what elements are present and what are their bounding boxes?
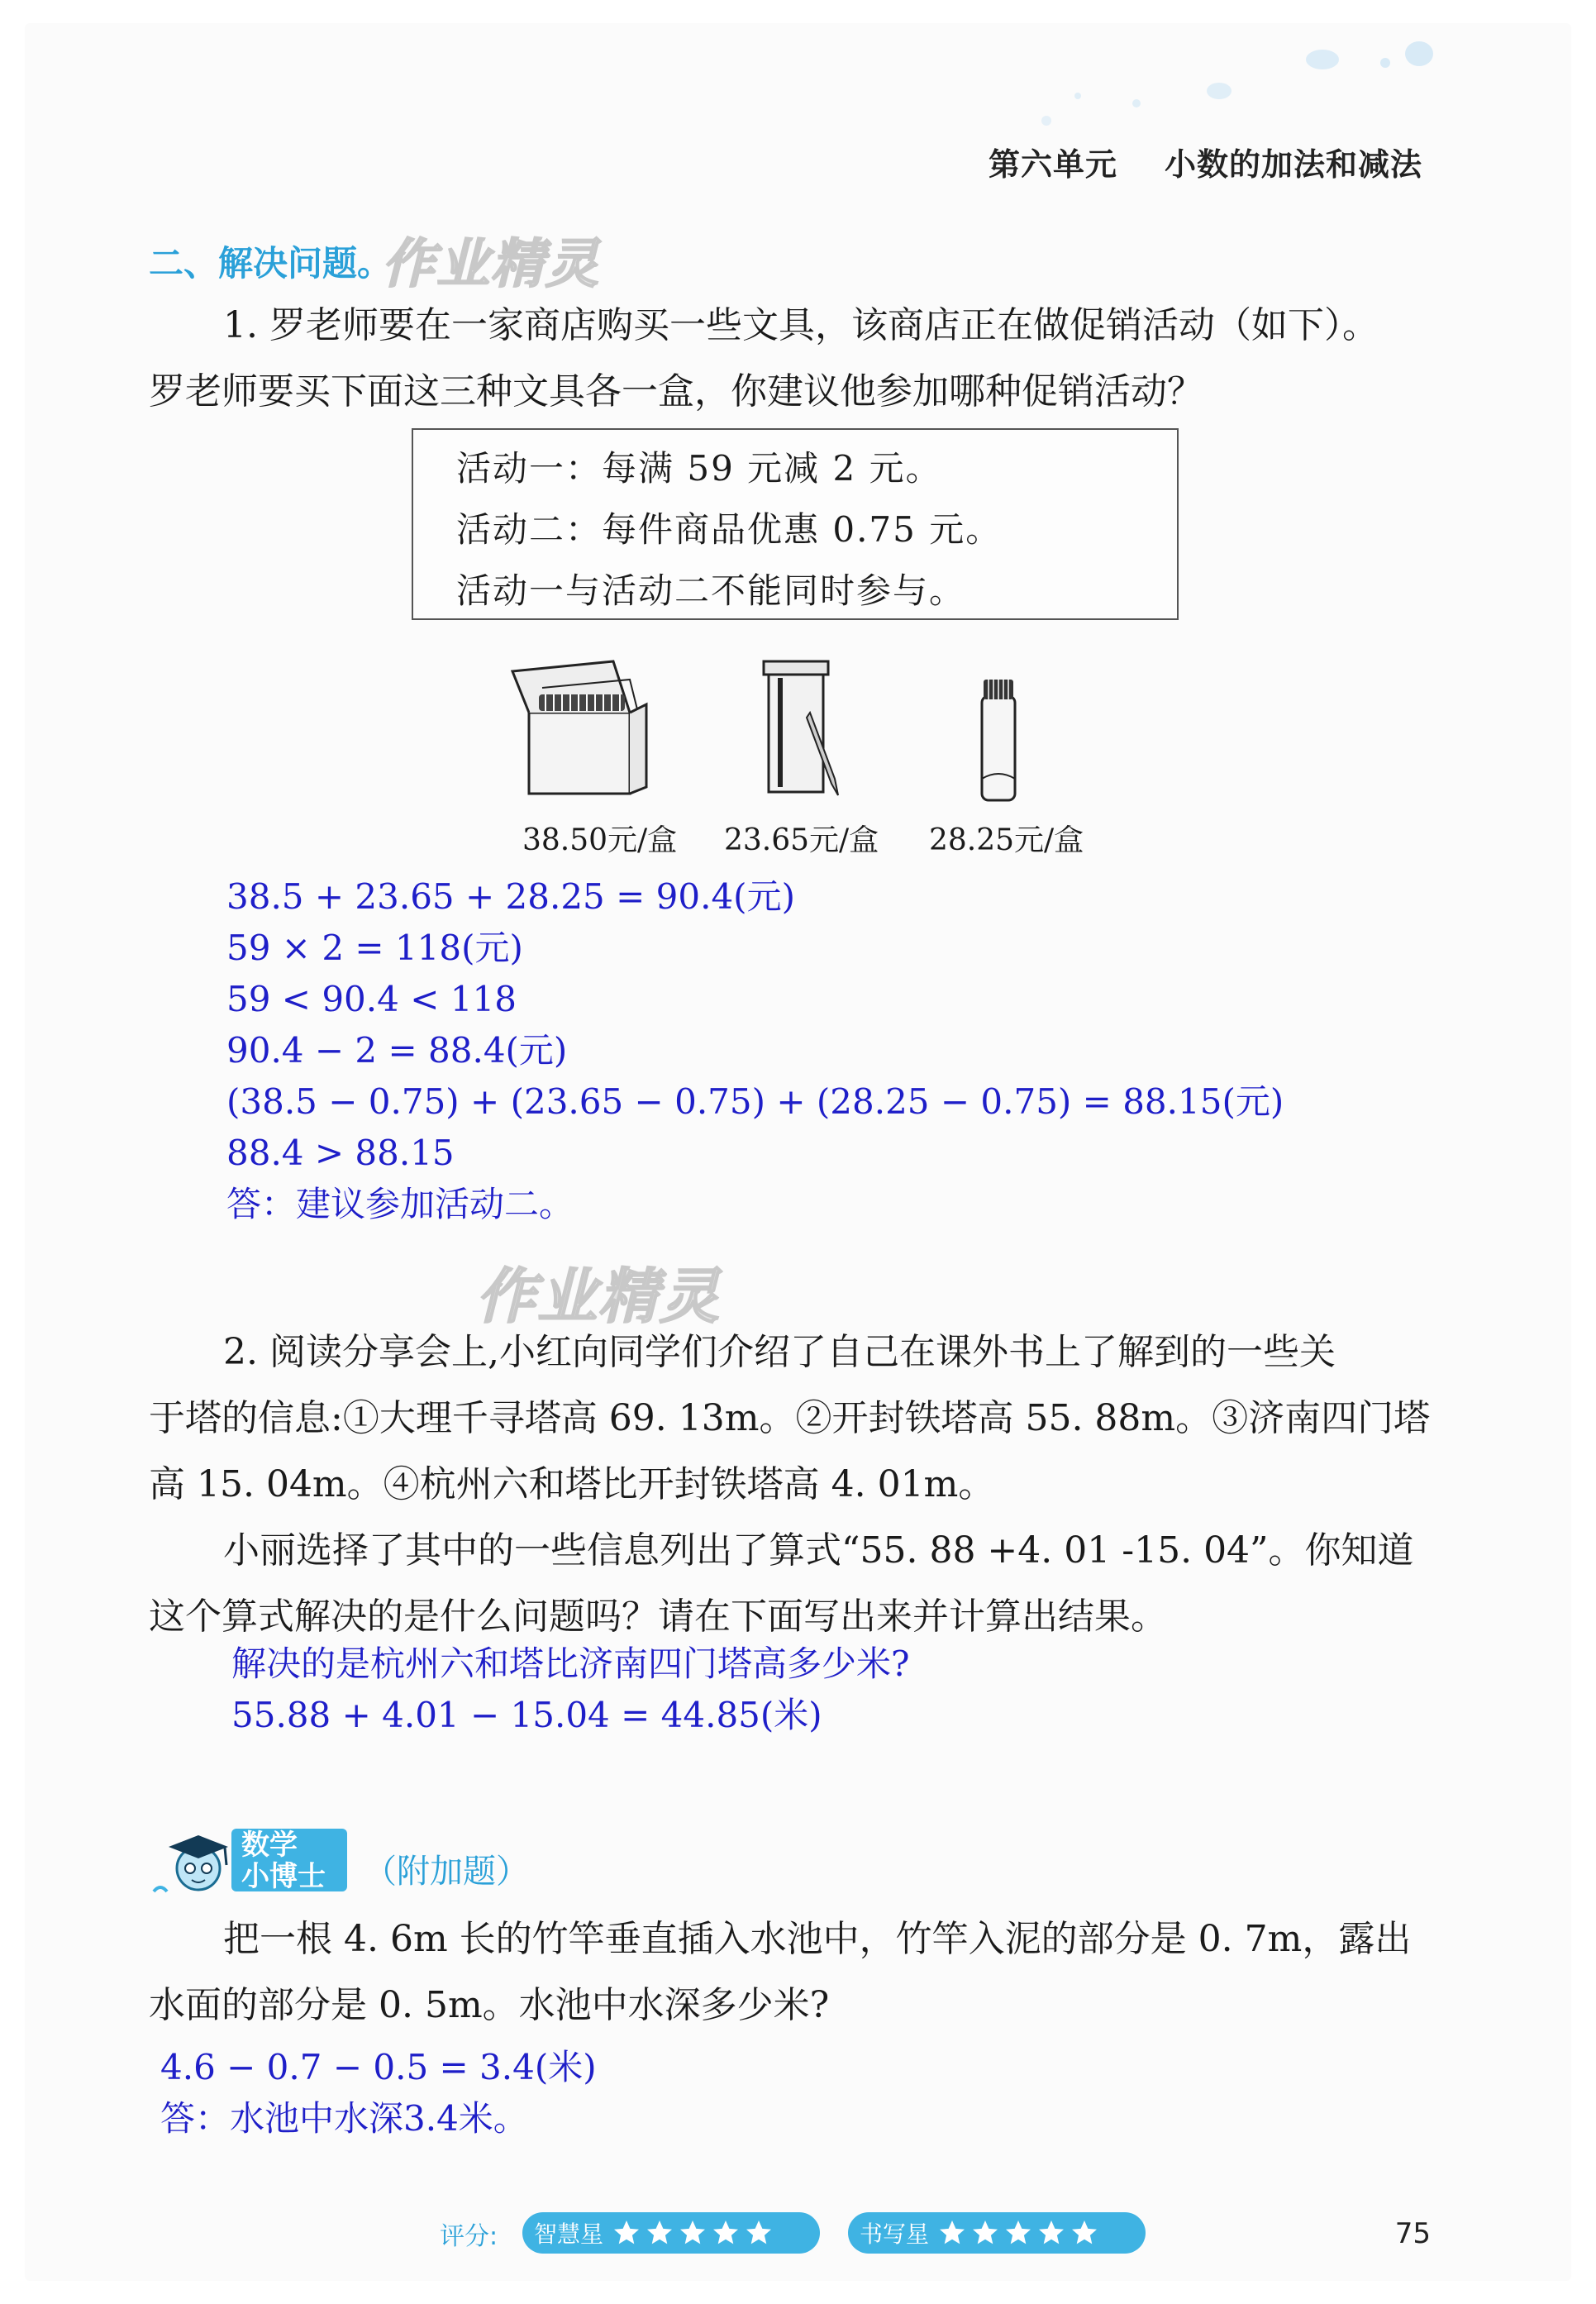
watermark: 作业精灵	[476, 1262, 722, 1331]
answer-line: 59 × 2 = 118(元)	[226, 928, 523, 968]
doctor-mascot-icon	[149, 1825, 240, 1895]
q2-line2: 于塔的信息:①大理千寻塔高 69. 13m。②开封铁塔高 55. 88m。③济南四门塔	[149, 1397, 1431, 1439]
answer-line: 答：建议参加活动二。	[226, 1184, 574, 1224]
score-label: 评分:	[440, 2222, 498, 2251]
badge-line-2: 小博士	[241, 1860, 326, 1893]
answer-line: 答：水池中水深3.4米。	[160, 2098, 528, 2139]
q2-answer	[231, 1639, 910, 1741]
decor-dot	[1041, 116, 1051, 126]
answer-line: 解决的是杭州六和塔比济南四门塔高多少米?	[231, 1643, 910, 1684]
badge-line-1: 数学	[241, 1829, 298, 1862]
decor-dot	[1405, 41, 1433, 66]
q2-line1: 2. 阅读分享会上,小红向同学们介绍了自己在课外书上了解到的一些关	[223, 1331, 1336, 1373]
answer-line: 4.6 − 0.7 − 0.5 = 3.4(米)	[160, 2047, 597, 2087]
q2-line5: 这个算式解决的是什么问题吗？请在下面写出来并计算出结果。	[149, 1596, 1167, 1638]
q1-line1: 1. 罗老师要在一家商店购买一些文具，该商店正在做促销活动（如下）。	[223, 304, 1379, 346]
page-number: 75	[1394, 2217, 1431, 2250]
decor-dot	[1306, 50, 1339, 69]
decor-dot	[1132, 99, 1141, 107]
product-price-2: 23.65元/盒	[724, 823, 879, 857]
wisdom-star-rating	[522, 2212, 820, 2254]
product-price-1: 38.50元/盒	[522, 823, 678, 857]
q2-text	[149, 1319, 1446, 1650]
answer-line: 55.88 + 4.01 − 15.04 = 44.85(米)	[231, 1695, 822, 1735]
promo-line-1: 活动一：每满 59 元减 2 元。	[456, 448, 942, 489]
product-price-3: 28.25元/盒	[929, 823, 1084, 857]
writing-star-rating	[848, 2212, 1146, 2254]
unit-label: 第六单元	[989, 146, 1118, 183]
star-icon	[1070, 2218, 1099, 2248]
q1-answer	[226, 871, 1284, 1230]
pencil-tube-icon	[970, 671, 1028, 804]
section-title: 二、解决问题。	[149, 243, 393, 284]
star-icon	[937, 2218, 967, 2248]
star-icon	[678, 2218, 707, 2248]
unit-header	[989, 139, 1422, 184]
star-icon	[1036, 2218, 1066, 2248]
q2-line4: 小丽选择了其中的一些信息列出了算式“55. 88 +4. 01 -15. 04”。你知道	[223, 1529, 1414, 1572]
decor-dot	[1380, 58, 1390, 68]
star-icon	[1003, 2218, 1033, 2248]
bonus-label: （附加题）	[364, 1853, 529, 1891]
promo-line-3: 活动一与活动二不能同时参与。	[456, 570, 966, 611]
marker-box-icon	[506, 655, 655, 804]
decor-dot	[1207, 83, 1232, 99]
writing-star-label: 书写星	[860, 2221, 930, 2248]
q2-line3: 高 15. 04m。④杭州六和塔比开封铁塔高 4. 01m。	[149, 1463, 995, 1505]
star-icon	[711, 2218, 741, 2248]
answer-line: 38.5 + 23.65 + 28.25 = 90.4(元)	[226, 876, 795, 917]
promotion-box	[412, 428, 1179, 620]
q1-text	[149, 293, 1446, 425]
star-icon	[970, 2218, 1000, 2248]
answer-line: (38.5 − 0.75) + (23.65 − 0.75) + (28.25 − 0.75) = 88.15(元)	[226, 1081, 1284, 1122]
math-doctor-badge	[149, 1825, 347, 1895]
answer-line: 90.4 − 2 = 88.4(元)	[226, 1030, 568, 1071]
bonus-line1: 把一根 4. 6m 长的竹竿垂直插入水池中，竹竿入泥的部分是 0. 7m，露出	[223, 1918, 1412, 1960]
unit-topic: 小数的加法和减法	[1164, 146, 1422, 183]
promo-line-2: 活动二：每件商品优惠 0.75 元。	[456, 509, 1003, 550]
pen-box-icon	[752, 655, 860, 804]
answer-line: 59 < 90.4 < 118	[226, 979, 517, 1019]
star-icon	[645, 2218, 674, 2248]
bonus-text	[149, 1906, 1446, 2039]
star-icon	[744, 2218, 774, 2248]
star-icon	[612, 2218, 641, 2248]
bonus-answer	[160, 2042, 597, 2144]
bonus-line2: 水面的部分是 0. 5m。水池中水深多少米?	[149, 1984, 830, 2026]
q1-line2: 罗老师要买下面这三种文具各一盒，你建议他参加哪种促销活动？	[149, 370, 1203, 413]
watermark: 作业精灵	[382, 234, 600, 295]
answer-line: 88.4 > 88.15	[226, 1133, 455, 1173]
wisdom-star-label: 智慧星	[534, 2221, 604, 2248]
decor-dot	[1074, 93, 1081, 99]
